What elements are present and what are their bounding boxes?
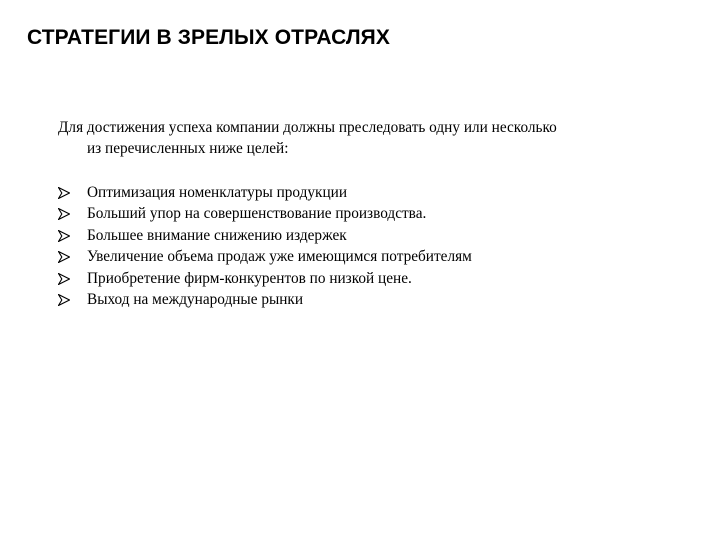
list-item [58, 182, 472, 203]
list-item-text: Большее внимание снижению издержек [87, 226, 347, 244]
arrowhead-bullet-icon [58, 230, 70, 242]
intro-line-2: из перечисленных ниже целей: [87, 140, 289, 157]
list-item [58, 203, 472, 224]
list-item [58, 246, 472, 267]
list-item-text: Больший упор на совершенствование производства. [87, 205, 427, 223]
list-item-text: Увеличение объема продаж уже имеющимся потребителям [87, 248, 472, 266]
arrowhead-bullet-icon [58, 251, 70, 263]
intro-line-1: Для достижения успеха компании должны преследовать одну или несколько [58, 119, 557, 136]
list-item [58, 289, 472, 310]
arrowhead-bullet-icon [58, 294, 70, 306]
list-item [58, 225, 472, 246]
list-item-text: Приобретение фирм-конкурентов по низкой цене. [87, 269, 412, 287]
list-item-text: Выход на международные рынки [87, 290, 304, 308]
list-item-text: Оптимизация номенклатуры продукции [87, 184, 348, 201]
intro-paragraph [58, 117, 668, 159]
list-item [58, 268, 472, 289]
arrowhead-bullet-icon [58, 187, 70, 199]
arrowhead-bullet-icon [58, 273, 70, 285]
arrowhead-bullet-icon [58, 208, 70, 220]
goals-list [58, 182, 472, 310]
slide-title: СТРАТЕГИИ В ЗРЕЛЫХ ОТРАСЛЯХ [27, 26, 390, 49]
